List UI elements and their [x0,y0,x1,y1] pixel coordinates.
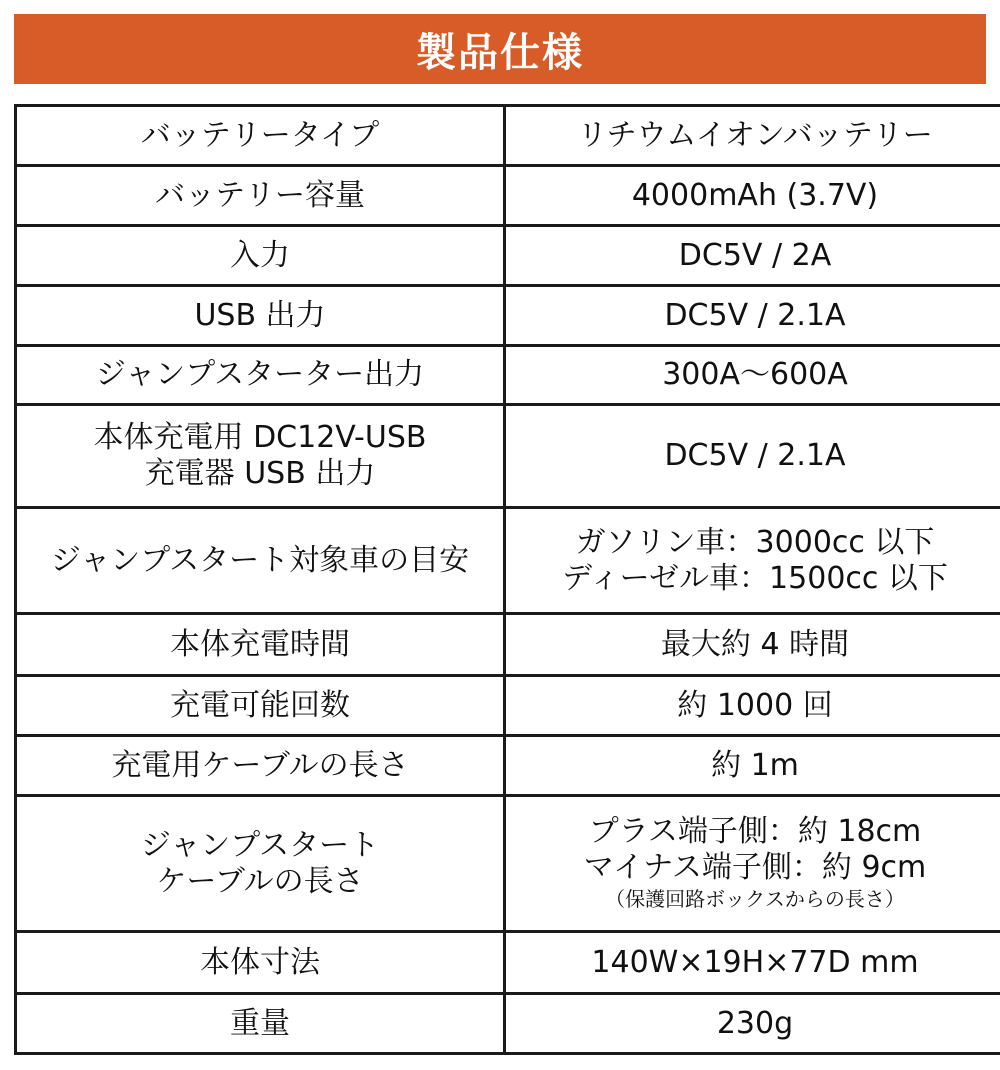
table-row [16,106,1000,166]
label-text: 本体充電用 DC12V-USB [93,420,427,455]
spec-value [505,676,1000,736]
spec-value [505,106,1000,166]
page-title: 製品仕様 [416,29,584,76]
table-row [16,796,1000,932]
spec-label [16,106,505,166]
spec-label [16,736,505,796]
value-text: 230g [716,1005,794,1041]
table-row [16,994,1000,1054]
spec-value [505,405,1000,508]
spec-value [505,226,1000,286]
spec-label [16,286,505,346]
spec-value [505,614,1000,676]
label-text: 重量 [230,1005,290,1041]
label-text: 本体充電時間 [170,626,350,662]
value-text: 約 1000 回 [677,687,833,723]
table-row [16,932,1000,994]
label-text: ジャンプスターター出力 [95,357,425,392]
spec-value [505,286,1000,346]
value-text: ガソリン車：3000cc 以下 [575,524,935,560]
value-text: プラス端子側：約 18cm [588,814,922,849]
spec-value [505,508,1000,614]
title-banner [14,14,986,84]
label-text: 入力 [230,237,290,273]
spec-label [16,676,505,736]
spec-label [16,796,505,932]
spec-label [16,994,505,1054]
table-row [16,286,1000,346]
spec-value [505,346,1000,405]
value-text: マイナス端子側：約 9cm [583,850,927,885]
spec-value [505,736,1000,796]
label-text: 充電器 USB 出力 [144,456,376,491]
spec-label [16,226,505,286]
value-text: 最大約 4 時間 [660,626,850,662]
label-text: 充電可能回数 [170,687,350,723]
label-text: ケーブルの長さ [156,863,364,899]
spec-value [505,994,1000,1054]
spec-value [505,166,1000,226]
value-text: DC5V / 2.1A [664,297,846,333]
label-text: 充電用ケーブルの長さ [111,747,409,783]
table-row [16,346,1000,405]
spec-label [16,614,505,676]
value-text: 4000mAh (3.7V) [631,177,879,213]
table-row [16,676,1000,736]
label-text: バッテリータイプ [140,117,380,153]
table-row [16,405,1000,508]
spec-label [16,932,505,994]
table-row [16,736,1000,796]
label-text: バッテリー容量 [155,177,365,213]
value-note: （保護回路ボックスからの長さ） [605,887,905,911]
label-text: ジャンプスタート [140,827,380,863]
spec-table [14,104,1000,1055]
label-text: ジャンプスタート対象車の目安 [50,542,470,578]
spec-label [16,166,505,226]
value-text: ディーゼル車：1500cc 以下 [562,560,948,596]
table-row [16,166,1000,226]
spec-value [505,796,1000,932]
value-text: 約 1m [711,747,799,783]
spec-label [16,405,505,508]
spec-label [16,508,505,614]
table-row [16,614,1000,676]
table-row [16,508,1000,614]
value-text: 300A～600A [662,357,848,392]
value-text: DC5V / 2A [678,237,832,273]
spec-label [16,346,505,405]
table-row [16,226,1000,286]
label-text: 本体寸法 [200,944,320,980]
value-text: DC5V / 2.1A [664,438,846,473]
value-text: リチウムイオンバッテリー [577,117,933,153]
label-text: USB 出力 [194,297,326,333]
spec-value [505,932,1000,994]
value-text: 140W×19H×77D mm [591,944,919,980]
